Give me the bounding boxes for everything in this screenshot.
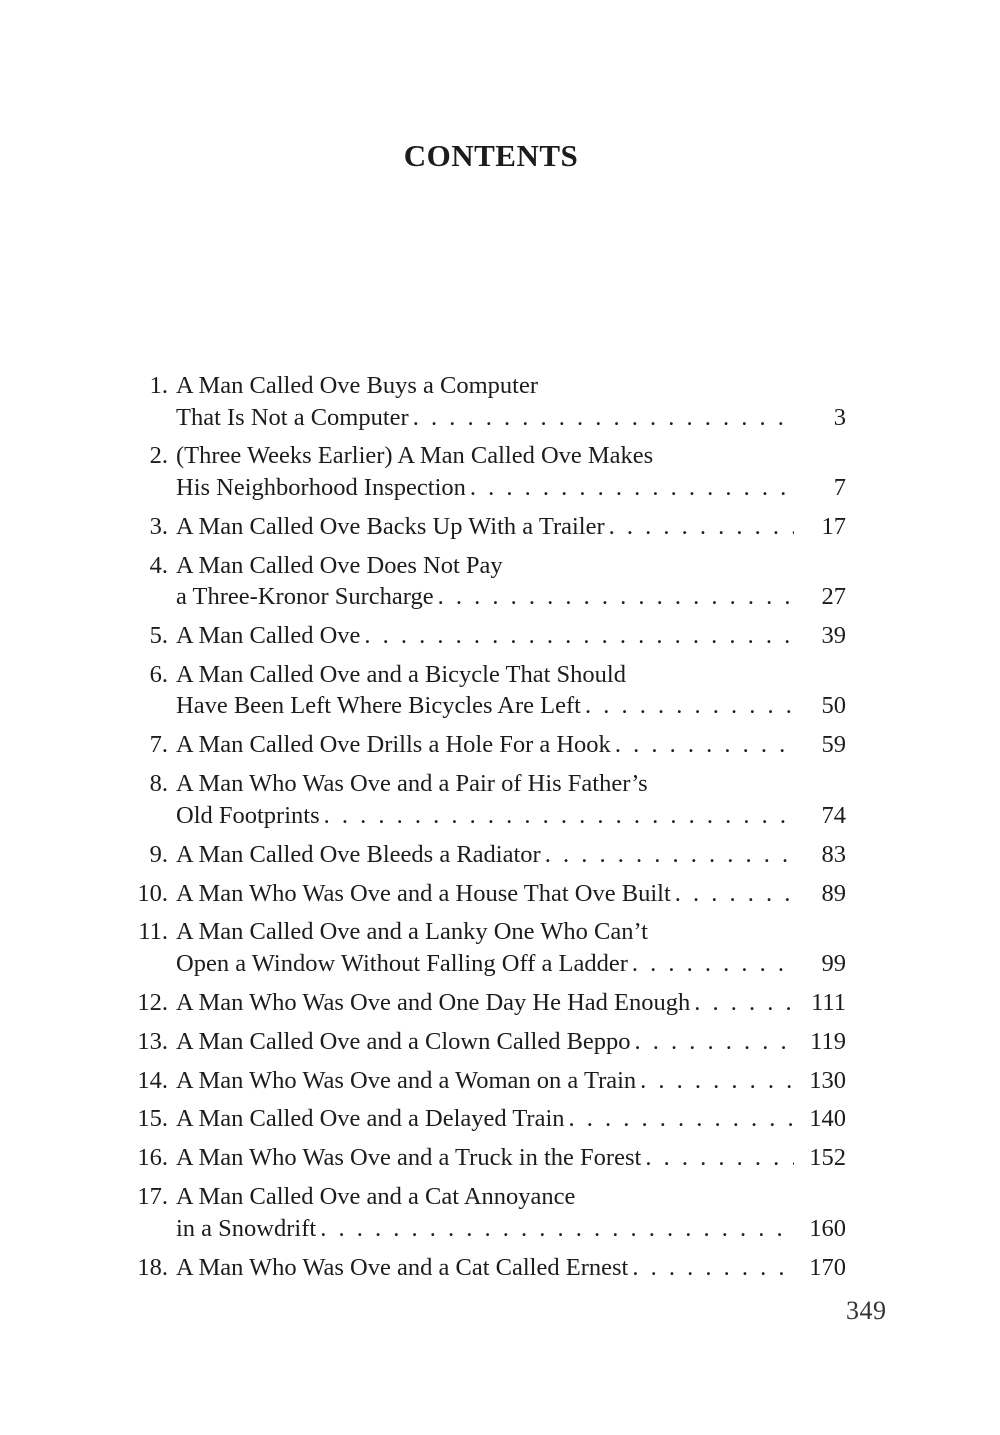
toc-entry[interactable] [130, 440, 846, 503]
chapter-number: 16. [137, 1144, 168, 1172]
table-of-contents [130, 370, 846, 1291]
toc-entry[interactable] [130, 916, 846, 979]
dot-leader [320, 1213, 794, 1245]
chapter-title [176, 878, 846, 910]
chapter-title-line-2: A Man Who Was Ove and a House That Ove Built [176, 879, 671, 907]
chapter-title [176, 1065, 846, 1097]
chapter-title-line-2: in a Snowdrift [176, 1214, 317, 1242]
chapter-title-line-2: A Man Who Was Ove and a Truck in the Forest [176, 1144, 642, 1172]
chapter-title [176, 370, 846, 433]
folio-page-number: 349 [846, 1296, 887, 1325]
chapter-title-line-2: A Man Called Ove Backs Up With a Trailer [176, 512, 605, 540]
chapter-title-line-2: A Man Who Was Ove and a Woman on a Train [176, 1066, 637, 1094]
chapter-title-line-1: A Man Who Was Ove and a Pair of His Father’s [176, 770, 648, 798]
page-title: CONTENTS [403, 138, 579, 173]
page-reference: 7 [833, 473, 846, 501]
dot-leader [635, 1026, 794, 1058]
page-reference: 89 [821, 879, 846, 907]
chapter-title [176, 620, 846, 652]
dot-leader [640, 1065, 794, 1097]
chapter-number: 14. [137, 1066, 168, 1094]
toc-entry[interactable] [130, 370, 846, 433]
chapter-title [176, 916, 846, 979]
chapter-title-line-2: A Man Who Was Ove and One Day He Had Enough [176, 988, 691, 1016]
chapter-title [176, 1142, 846, 1174]
chapter-title-line-2: A Man Called Ove Bleeds a Radiator [176, 840, 541, 868]
chapter-number: 8. [149, 770, 168, 798]
toc-entry[interactable] [130, 987, 846, 1019]
chapter-number: 10. [137, 879, 168, 907]
chapter-title-line-2: Have Been Left Where Bicycles Are Left [176, 692, 581, 720]
dot-leader [438, 581, 794, 613]
chapter-number: 15. [137, 1105, 168, 1133]
chapter-number: 12. [137, 988, 168, 1016]
toc-entry[interactable] [130, 768, 846, 831]
chapter-title-line-2: That Is Not a Computer [176, 403, 409, 431]
page-reference: 160 [809, 1214, 846, 1242]
chapter-title-line-1: (Three Weeks Earlier) A Man Called Ove Makes [176, 442, 654, 470]
chapter-title [176, 550, 846, 613]
toc-entry[interactable] [130, 878, 846, 910]
chapter-number: 6. [149, 660, 168, 688]
toc-entry[interactable] [130, 511, 846, 543]
dot-leader [569, 1103, 794, 1135]
dot-leader [324, 800, 794, 832]
dot-leader [615, 729, 794, 761]
chapter-title-line-1: A Man Called Ove Does Not Pay [176, 551, 503, 579]
chapter-title [176, 768, 846, 831]
chapter-number: 11. [138, 918, 168, 946]
page-reference: 74 [821, 801, 846, 829]
chapter-title-line-1: A Man Called Ove and a Bicycle That Should [176, 660, 626, 688]
chapter-title-line-2: a Three-Kronor Surcharge [176, 583, 434, 611]
chapter-number: 2. [149, 442, 168, 470]
chapter-title-line-2: A Man Who Was Ove and a Cat Called Ernest [176, 1253, 629, 1281]
page-reference: 111 [811, 988, 846, 1016]
chapter-title-line-2: Open a Window Without Falling Off a Ladder [176, 949, 628, 977]
dot-leader [364, 620, 794, 652]
dot-leader [470, 472, 794, 504]
chapter-number: 13. [137, 1027, 168, 1055]
page-reference: 27 [821, 583, 846, 611]
toc-entry[interactable] [130, 1142, 846, 1174]
chapter-title-line-1: A Man Called Ove Buys a Computer [176, 372, 539, 399]
toc-entry[interactable] [130, 839, 846, 871]
dot-leader [545, 839, 794, 871]
page-reference: 17 [821, 512, 846, 540]
toc-entry[interactable] [130, 1103, 846, 1135]
chapter-title-line-2: His Neighborhood Inspection [176, 473, 466, 501]
page-reference: 83 [821, 840, 846, 868]
dot-leader [675, 878, 794, 910]
dot-leader [632, 948, 794, 980]
dot-leader [609, 511, 794, 543]
toc-entry[interactable] [130, 620, 846, 652]
chapter-title [176, 1026, 846, 1058]
chapter-title-line-2: Old Footprints [176, 801, 320, 829]
chapter-title [176, 1181, 846, 1244]
toc-entry[interactable] [130, 1181, 846, 1244]
chapter-number: 1. [149, 372, 168, 399]
page-reference: 50 [821, 692, 846, 720]
chapter-title-line-2: A Man Called Ove [176, 622, 361, 650]
page-reference: 39 [821, 622, 846, 650]
page-reference: 99 [821, 949, 846, 977]
dot-leader [585, 690, 794, 722]
chapter-title [176, 1252, 846, 1284]
chapter-number: 9. [149, 840, 168, 868]
chapter-title [176, 511, 846, 543]
chapter-title [176, 987, 846, 1019]
toc-entry[interactable] [130, 1065, 846, 1097]
chapter-title [176, 839, 846, 871]
chapter-title-line-2: A Man Called Ove and a Clown Called Beppo [176, 1027, 631, 1055]
chapter-title [176, 1103, 846, 1135]
dot-leader [632, 1252, 794, 1284]
chapter-title [176, 729, 846, 761]
page-reference: 3 [833, 403, 846, 431]
toc-entry[interactable] [130, 729, 846, 761]
chapter-number: 4. [149, 551, 168, 579]
chapter-title [176, 659, 846, 722]
page-reference: 59 [821, 731, 846, 759]
chapter-number: 18. [137, 1253, 168, 1281]
page-reference: 119 [810, 1027, 846, 1055]
toc-entry[interactable] [130, 1252, 846, 1284]
dot-leader [645, 1142, 794, 1174]
dot-leader [413, 402, 794, 434]
chapter-number: 3. [149, 512, 168, 540]
toc-entry[interactable] [130, 659, 846, 722]
chapter-number: 7. [149, 731, 168, 759]
dot-leader [694, 987, 794, 1019]
toc-entry[interactable] [130, 550, 846, 613]
page-reference: 170 [809, 1253, 846, 1281]
chapter-title-line-1: A Man Called Ove and a Cat Annoyance [176, 1183, 576, 1211]
chapter-title [176, 440, 846, 503]
toc-entry[interactable] [130, 1026, 846, 1058]
chapter-number: 5. [149, 622, 168, 650]
chapter-title-line-2: A Man Called Ove and a Delayed Train [176, 1105, 565, 1133]
chapter-title-line-1: A Man Called Ove and a Lanky One Who Can’t [176, 918, 648, 946]
page-reference: 140 [809, 1105, 846, 1133]
page-reference: 130 [809, 1066, 846, 1094]
chapter-title-line-2: A Man Called Ove Drills a Hole For a Hook [176, 731, 611, 759]
page-reference: 152 [809, 1144, 846, 1172]
chapter-number: 17. [137, 1183, 168, 1211]
